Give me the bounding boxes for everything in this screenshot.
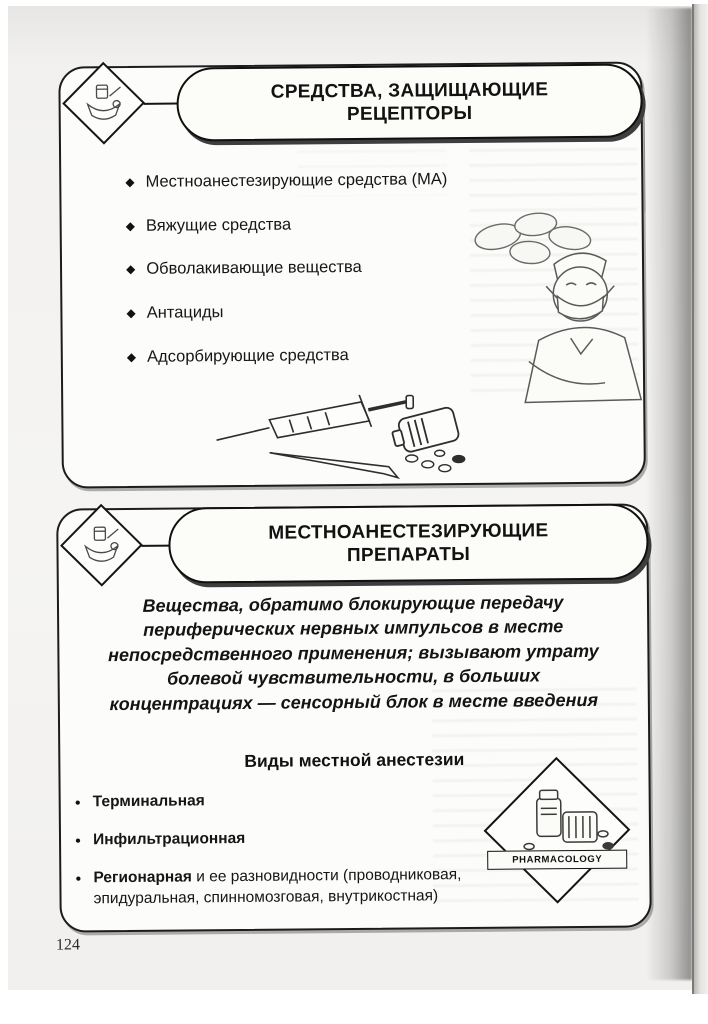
syringe-and-pill-bottle-illustration <box>211 385 480 483</box>
list-item <box>75 827 505 852</box>
list-item <box>126 299 546 323</box>
anesthesia-types-subtitle: Виды местной анестезии <box>244 749 465 771</box>
list-item-label: Обволакивающие вещества <box>146 258 362 279</box>
diamond-to-title-connector <box>144 103 179 105</box>
round-bullet-icon: ● <box>74 797 81 809</box>
list-item <box>126 212 546 236</box>
list-item-label: Регионарная и ее разновидности (проводниковая, эпидуральная, спинномозговая, внутрикостная) <box>93 865 462 908</box>
round-bullet-icon: ● <box>75 873 82 885</box>
pharmacology-badge <box>480 754 633 907</box>
list-item <box>127 343 547 367</box>
list-item <box>75 865 505 911</box>
slide1-title-bubble <box>176 63 643 141</box>
diamond-bullet-icon: ◆ <box>125 262 136 277</box>
next-page-edge <box>692 4 708 994</box>
medicine-kit-diamond-icon <box>58 502 145 589</box>
diamond-bullet-icon: ◆ <box>126 349 137 364</box>
diamond-bullet-icon: ◆ <box>126 305 136 320</box>
list-item-label: Инфильтрационная <box>93 829 246 849</box>
slide1-title: СРЕДСТВА, ЗАЩИЩАЮЩИЕ РЕЦЕПТОРЫ <box>270 79 549 126</box>
list-item <box>125 168 545 192</box>
list-item-label: Адсорбирующие средства <box>146 345 349 366</box>
page-number: 124 <box>55 936 81 954</box>
list-item <box>75 789 505 814</box>
list-item-label: Вяжущие средства <box>145 215 292 235</box>
medicine-kit-diamond-icon <box>60 60 147 147</box>
round-bullet-icon: ● <box>74 835 82 847</box>
pharmacology-banner-label: PHARMACOLOGY <box>487 850 627 870</box>
protective-agents-list <box>125 168 547 390</box>
diamond-bullet-icon: ◆ <box>125 174 135 189</box>
diamond-to-title-connector <box>141 545 170 547</box>
local-anesthetics-definition: Вещества, обратимо блокирующие передачу периферических нервных импульсов в месте непосредственного применения; вызывают утрату болевой чувствительности, в больших концентрациях — сенсорный блок в месте введения <box>108 592 599 715</box>
list-item-label: Терминальная <box>92 792 205 811</box>
list-item-label: Местноанестезирующие средства (МА) <box>145 170 448 191</box>
diamond-bullet-icon: ◆ <box>125 218 135 233</box>
slide2-title: МЕСТНОАНЕСТЕЗИРУЮЩИЕ ПРЕПАРАТЫ <box>268 520 549 567</box>
list-item <box>126 256 546 280</box>
slide2-title-bubble <box>168 503 649 583</box>
list-item-label: Антациды <box>146 303 224 322</box>
anesthesia-types-list <box>75 789 506 927</box>
